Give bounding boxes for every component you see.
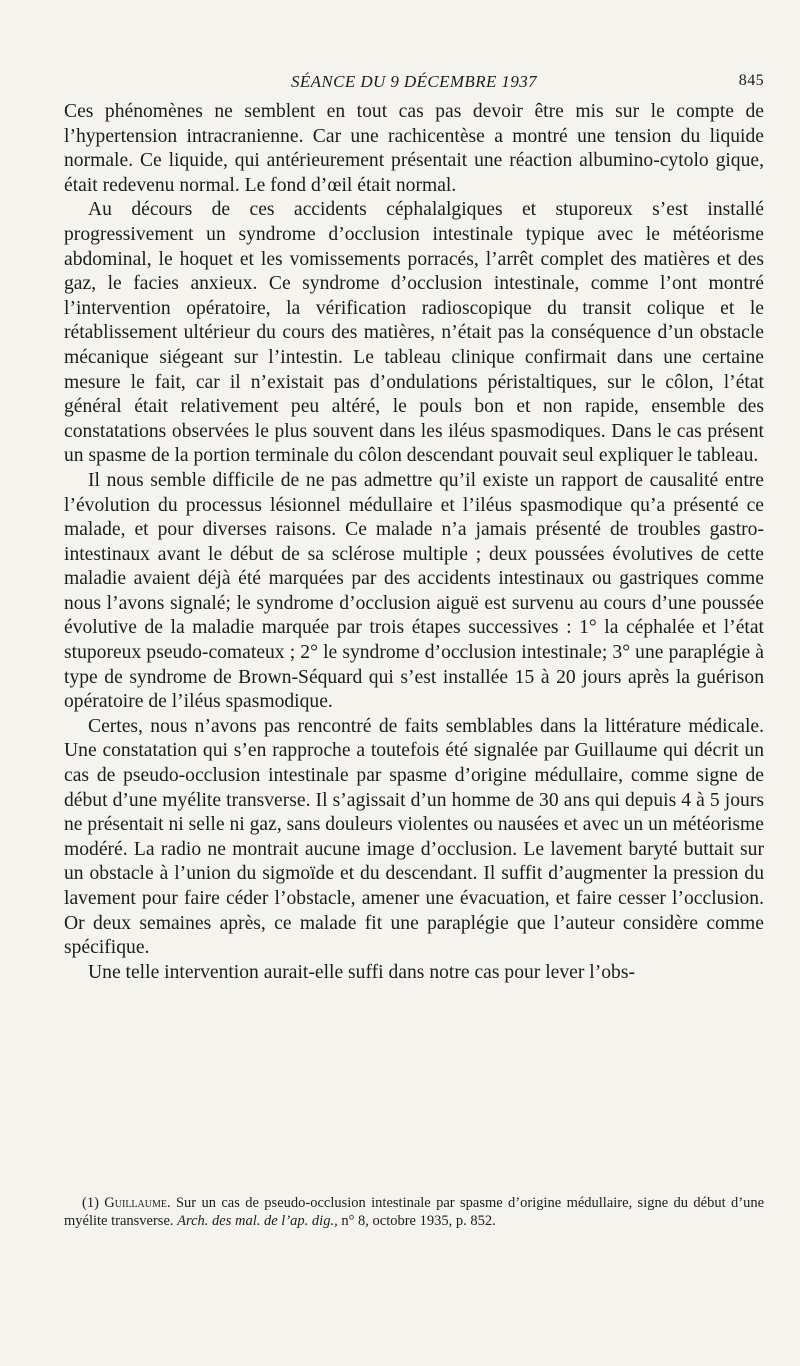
footnote-marker: (1) (82, 1195, 99, 1211)
footnote-journal: Arch. des mal. de l’ap. dig., (177, 1212, 338, 1229)
running-head-title: SÉANCE DU 9 DÉCEMBRE 1937 (290, 72, 538, 91)
body-text (64, 100, 764, 985)
paragraph-2: Au décours de ces accidents céphalalgiques et stuporeux s’est installé progressivement un syndrome d’occlusion intestinale typique avec le météorisme abdominal, le hoquet et les vomissements porracés, l’arrêt complet des matières et des gaz, le facies anxieux. Ce syndrome d’occlusion intestinale, comme l’ont montré l’intervention opératoire, la vérification radioscopique du transit colique et le rétablissement ultérieur du cours des matières, n’était pas la conséquence d’un obstacle mécanique siégeant sur l’intestin. Le tableau clinique confirmait dans une certaine mesure le fait, car il n’existait pas d’ondulations péristaltiques, sur le côlon, l’état général était relativement peu altéré, le pouls bon et non rapide, ensemble des constatations observées le plus souvent dans les iléus spasmodiques. Dans le cas présent un spasme de la portion terminale du côlon descendant pouvait seul expliquer le tableau. (64, 199, 764, 467)
paragraph-3: Il nous semble difficile de ne pas admettre qu’il existe un rapport de causalité entre l’évolution du processus lésionnel médullaire et l’iléus spasmodique qu’a présenté ce malade, et pour diverses raisons. Ce malade n’a jamais présenté de troubles gastro-intestinaux avant le début de sa sclérose multiple ; deux poussées évolutives de cette maladie avaient déjà été marquées par des accidents intestinaux ou gastriques comme nous l’avons signalé; le syndrome d’occlusion aiguë est survenu au cours d’une poussée évolutive de la maladie marquée par trois étapes successives : 1° la céphalée et l’état stuporeux pseudo-comateux ; 2° le syndrome d’occlusion intestinale; 3° une paraplégie à type de syndrome de Brown-Séquard qui s’est installée 15 à 20 jours après la guérison opératoire de l’iléus spasmodique. (64, 469, 764, 713)
footnote-text: Sur un cas de pseudo-occlusion intestinale par spasme d’origine médullaire, signe du début d’une myélite transverse. (64, 1195, 765, 1229)
running-head (64, 62, 764, 91)
footnote-author: Guillaume. (104, 1195, 171, 1211)
paragraph-5: Une telle intervention aurait-elle suffi dans notre cas pour lever l’obs- (88, 961, 635, 983)
paragraph-4: Certes, nous n’avons pas rencontré de faits semblables dans la littérature médicale. Une constatation qui s’en rapproche a toutefois été signalée par Guillaume qui décrit un cas de pseudo-occlusion intestinale par spasme d’origine médullaire, comme signe de début d’une myélite transverse. Il s’agissait d’un homme de 30 ans qui depuis 4 à 5 jours ne présentait ni selle ni gaz, sans douleurs violentes ou nausées et avec un un météorisme modéré. La radio ne montrait aucune image d’occlusion. Le lavement baryté buttait sur un obstacle à l’union du sigmoïde et du descendant. Il suffit d’augmenter la pression du lavement pour faire céder l’obstacle, amener une évacuation, et faire cesser l’occlusion. Or deux semaines après, ce malade fit une paraplégie que l’auteur considère comme spécifique. (64, 715, 764, 959)
footnote (64, 1195, 764, 1230)
paragraph-1: Ces phénomènes ne semblent en tout cas pas devoir être mis sur le compte de l’hypertension intracranienne. Car une rachicentèse a montré une tension du liquide normale. Ce liquide, qui antérieurement présentait une réaction albumino-cytolo gique, était redevenu normal. Le fond d’œil était normal. (64, 101, 764, 196)
footnote-citation: n° 8, octobre 1935, p. 852. (341, 1212, 496, 1229)
page-number: 845 (738, 72, 764, 89)
